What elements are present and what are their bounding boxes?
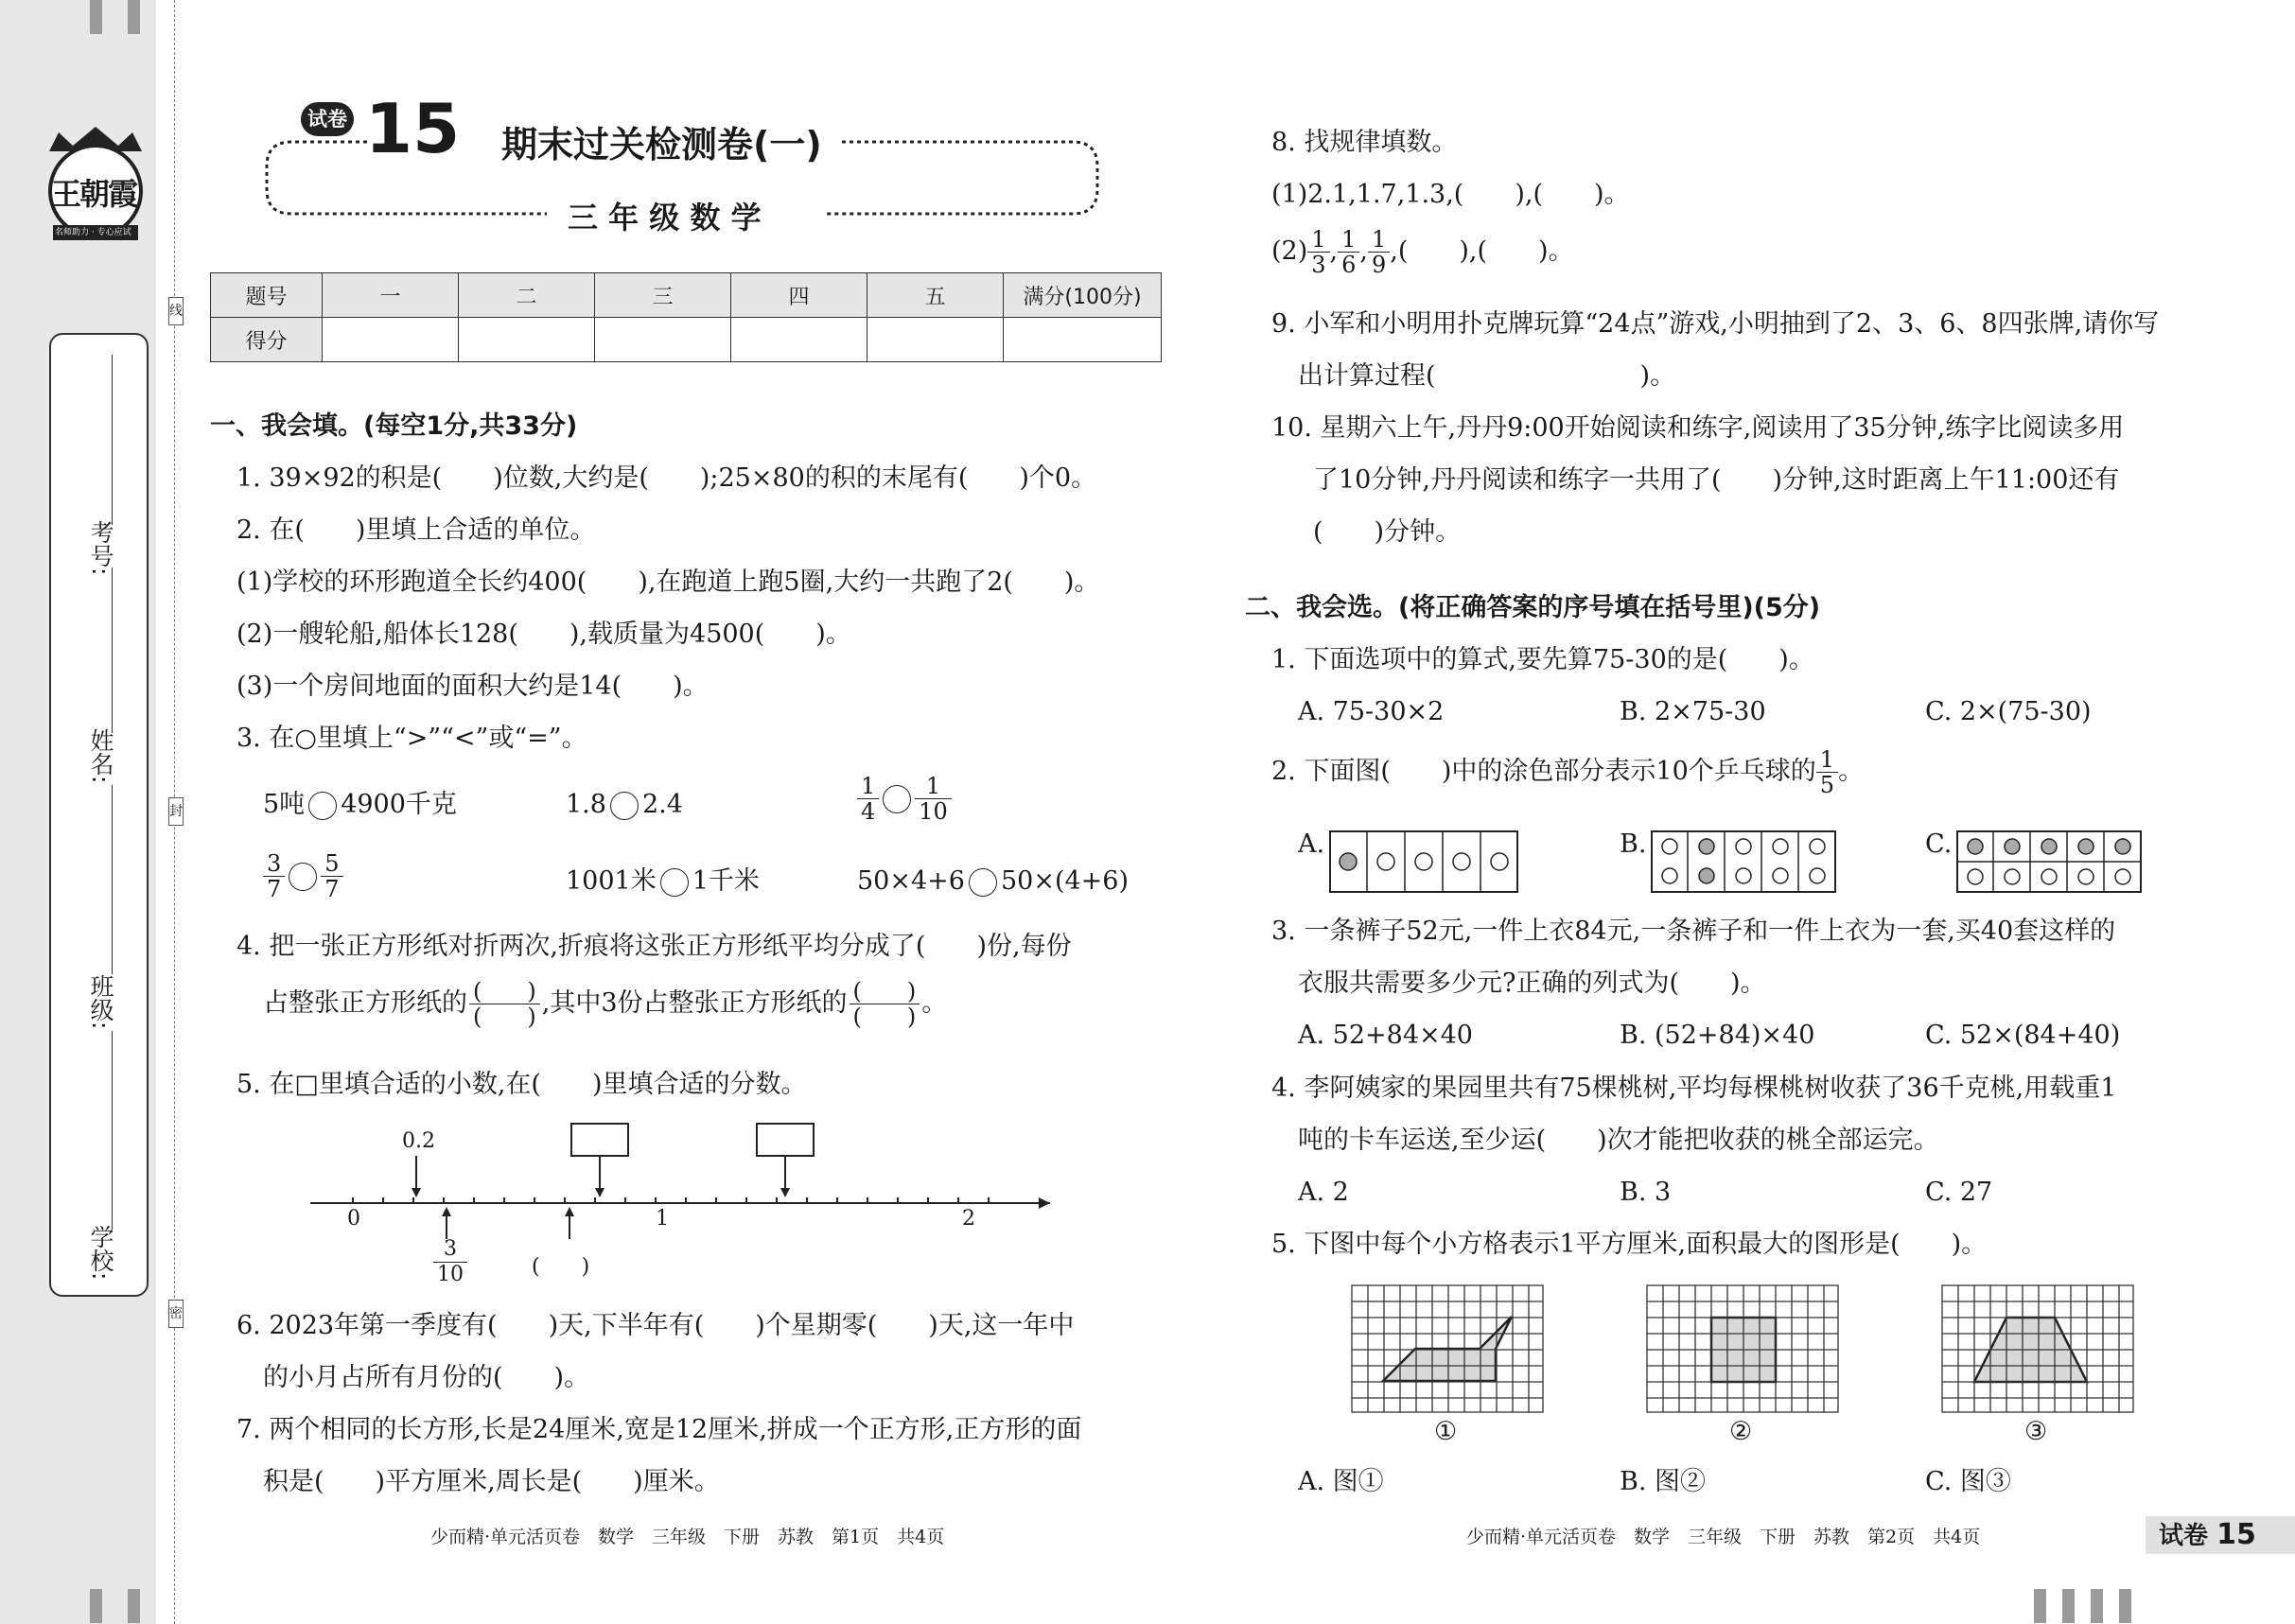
choice-4-option-c[interactable]: C. 27	[1925, 1178, 1993, 1207]
number-line-answer-paren[interactable]: ( )	[532, 1255, 590, 1279]
seal-char-seal: 封	[168, 797, 184, 826]
class-field[interactable]	[112, 785, 113, 974]
question-5: 5. 在□里填合适的小数,在( )里填合适的分数。	[237, 1070, 807, 1099]
question-1: 1. 39×92的积是( )位数,大约是( );25×80的积的末尾有( )个0。	[237, 463, 1097, 493]
grid-label-2: ②	[1729, 1417, 1753, 1446]
exam-number-label: 考号:	[87, 520, 114, 576]
choice-5-option-c[interactable]: C. 图③	[1925, 1467, 2011, 1496]
choice-4-option-a[interactable]: A. 2	[1298, 1178, 1349, 1207]
compare-a: 5吨 4900千克	[263, 790, 457, 819]
score-cell[interactable]	[1004, 318, 1162, 362]
choice-3-line-1: 3. 一条裤子52元,一件上衣84元,一条裤子和一件上衣为一套,买40套这样的	[1271, 917, 2116, 946]
area-grid-2	[1646, 1284, 1839, 1417]
choice-2-option-c[interactable]: C.	[1925, 829, 1953, 859]
area-grid-1	[1351, 1284, 1544, 1417]
question-8-1: (1)2.1,1.7,1.3,( ),( )。	[1271, 180, 1630, 209]
page-title: 期末过关检测卷(一)	[501, 124, 822, 166]
compare-circle[interactable]	[308, 792, 337, 820]
school-field[interactable]	[112, 1031, 113, 1230]
register-mark	[2034, 1589, 2046, 1623]
paper-badge: 试卷	[301, 102, 354, 136]
question-9-line-2: 出计算过程( )。	[1298, 361, 1676, 391]
question-2-3: (3)一个房间地面的面积大约是14( )。	[237, 672, 709, 701]
score-cell[interactable]	[459, 318, 595, 362]
compare-f: 50×4+6 50×(4+6)	[857, 866, 1129, 896]
question-2-1: (1)学校的环形跑道全长约400( ),在跑道上跑5圈,大约一共跑了2( )。	[237, 568, 1100, 597]
question-2-2: (2)一艘轮船,船体长128( ),载质量为4500( )。	[237, 620, 851, 649]
choice-4-option-b[interactable]: B. 3	[1620, 1178, 1672, 1207]
register-mark	[128, 1589, 140, 1623]
choice-3-line-2: 衣服共需要多少元?正确的列式为( )。	[1298, 969, 1766, 998]
question-10-line-2: 了10分钟,丹丹阅读和练字一共用了( )分钟,这时距离上午11:00还有	[1313, 465, 2120, 495]
score-header-cell: 四	[731, 273, 867, 318]
compare-circle[interactable]	[969, 868, 997, 897]
number-line-label-1: 1	[656, 1207, 669, 1231]
question-7-line-1: 7. 两个相同的长方形,长是24厘米,宽是12厘米,拼成一个正方形,正方形的面	[237, 1415, 1082, 1444]
question-4-line-2: 占整张正方形纸的 $\frac{( )}{( )}$ ,其中3份占整张正方形纸的 $\frac{( )}{( )}$ 。	[263, 978, 948, 1030]
paper-number: 15	[365, 89, 461, 168]
grid-label-3: ③	[2024, 1417, 2048, 1446]
section-1-title: 一、我会填。(每空1分,共33分)	[210, 411, 578, 441]
register-mark	[90, 1589, 102, 1623]
question-8: 8. 找规律填数。	[1271, 128, 1458, 157]
corner-tab: 试卷 15	[2146, 1516, 2295, 1554]
register-mark	[2091, 1589, 2103, 1623]
area-grid-3	[1941, 1284, 2134, 1417]
score-row-label: 得分	[211, 318, 323, 362]
choice-1-option-a[interactable]: A. 75-30×2	[1298, 697, 1445, 726]
score-cell[interactable]	[867, 318, 1004, 362]
score-table	[210, 272, 1162, 362]
name-label: 姓名:	[87, 728, 114, 784]
choice-5-option-a[interactable]: A. 图①	[1298, 1467, 1384, 1496]
compare-e: 1001米 1千米	[566, 866, 760, 896]
choice-2: 2. 下面图( )中的涂色部分表示10个乒乓球的 $\frac{1}{5}$ 。	[1271, 746, 1865, 798]
choice-1-option-c[interactable]: C. 2×(75-30)	[1925, 697, 2092, 726]
number-line-label-0.2: 0.2	[402, 1129, 435, 1153]
number-line	[303, 1116, 1060, 1305]
compare-circle[interactable]	[660, 868, 689, 897]
section-2-title: 二、我会选。(将正确答案的序号填在括号里)(5分)	[1245, 593, 1821, 622]
page-subtitle: 三 年 级 数 学	[568, 200, 762, 236]
school-label: 学校:	[87, 1225, 114, 1281]
choice-5-option-b[interactable]: B. 图②	[1620, 1467, 1707, 1496]
ping-pong-diagram-a	[1329, 830, 1518, 897]
compare-c: $\frac{1}{4}$ $\frac{1}{10}$	[857, 774, 952, 836]
question-6-line-1: 6. 2023年第一季度有( )天,下半年有( )个星期零( )天,这一年中	[237, 1311, 1075, 1340]
compare-circle[interactable]	[883, 785, 911, 813]
choice-1: 1. 下面选项中的算式,要先算75-30的是( )。	[1271, 645, 1814, 674]
class-label: 班级:	[87, 974, 114, 1030]
choice-4-line-2: 吨的卡车运送,至少运( )次才能把收获的桃全部运完。	[1298, 1126, 1939, 1155]
exam-number-field[interactable]	[112, 355, 113, 525]
page-footer-1: 少而精·单元活页卷 数学 三年级 下册 苏教 第1页 共4页	[430, 1527, 945, 1547]
logo-text: 王朝霞	[51, 176, 137, 212]
register-mark	[90, 0, 102, 34]
page-footer-2: 少而精·单元活页卷 数学 三年级 下册 苏教 第2页 共4页	[1466, 1527, 1981, 1547]
compare-d: $\frac{3}{7}$ $\frac{5}{7}$	[263, 851, 343, 914]
choice-3-option-c[interactable]: C. 52×(84+40)	[1925, 1021, 2121, 1050]
ping-pong-diagram-c	[1956, 830, 2142, 897]
score-header-cell: 题号	[211, 273, 323, 318]
choice-3-option-a[interactable]: A. 52+84×40	[1298, 1021, 1473, 1050]
question-4-line-1: 4. 把一张正方形纸对折两次,折痕将这张正方形纸平均分成了( )份,每份	[237, 932, 1072, 961]
student-info-box	[49, 333, 149, 1297]
question-6-line-2: 的小月占所有月份的( )。	[263, 1363, 590, 1392]
number-line-fraction: $\frac{3}{10}$	[433, 1237, 467, 1287]
number-line-label-0: 0	[347, 1207, 360, 1231]
brand-logo	[40, 123, 151, 246]
compare-b: 1.8 2.4	[566, 790, 683, 819]
compare-circle[interactable]	[610, 792, 639, 820]
seal-char-secret: 密	[168, 1300, 184, 1328]
score-header-cell: 二	[459, 273, 595, 318]
name-field[interactable]	[112, 568, 113, 733]
question-10-line-3: ( )分钟。	[1313, 517, 1462, 547]
question-8-2: (2) $\frac{1}{3}$ , $\frac{1}{6}$ , $\frac{1}{9}$ ,( ),( )。	[1271, 226, 1574, 278]
question-9-line-1: 9. 小军和小明用扑克牌玩算“24点”游戏,小明抽到了2、3、6、8四张牌,请你写	[1271, 309, 2160, 339]
compare-circle[interactable]	[289, 863, 317, 891]
logo-caption: 名师助力 · 专心应试	[55, 228, 131, 237]
register-mark	[128, 0, 140, 34]
choice-5: 5. 下图中每个小方格表示1平方厘米,面积最大的图形是( )。	[1271, 1230, 1988, 1259]
score-header-cell: 一	[323, 273, 459, 318]
register-mark	[2119, 1589, 2131, 1623]
score-header-cell: 满分(100分)	[1004, 273, 1162, 318]
choice-2-option-a[interactable]: A.	[1298, 829, 1325, 859]
number-line-label-2: 2	[962, 1207, 975, 1231]
score-header-cell: 三	[595, 273, 731, 318]
score-cell[interactable]	[731, 318, 867, 362]
seal-char-line: 线	[168, 297, 184, 325]
choice-1-option-b[interactable]: B. 2×75-30	[1620, 697, 1766, 726]
question-2: 2. 在( )里填上合适的单位。	[237, 515, 596, 545]
score-header-cell: 五	[867, 273, 1004, 318]
choice-4-line-1: 4. 李阿姨家的果园里共有75棵桃树,平均每棵桃树收获了36千克桃,用载重1	[1271, 1074, 2117, 1103]
score-cell[interactable]	[595, 318, 731, 362]
grid-label-1: ①	[1434, 1417, 1458, 1446]
choice-3-option-b[interactable]: B. (52+84)×40	[1620, 1021, 1815, 1050]
ping-pong-diagram-b	[1651, 830, 1836, 897]
question-3: 3. 在○里填上“>”“<”或“=”。	[237, 724, 587, 753]
score-cell[interactable]	[323, 318, 459, 362]
register-mark	[2062, 1589, 2075, 1623]
choice-2-option-b[interactable]: B.	[1620, 829, 1647, 859]
question-7-line-2: 积是( )平方厘米,周长是( )厘米。	[263, 1467, 720, 1496]
question-10-line-1: 10. 星期六上午,丹丹9:00开始阅读和练字,阅读用了35分钟,练字比阅读多用	[1271, 413, 2125, 443]
